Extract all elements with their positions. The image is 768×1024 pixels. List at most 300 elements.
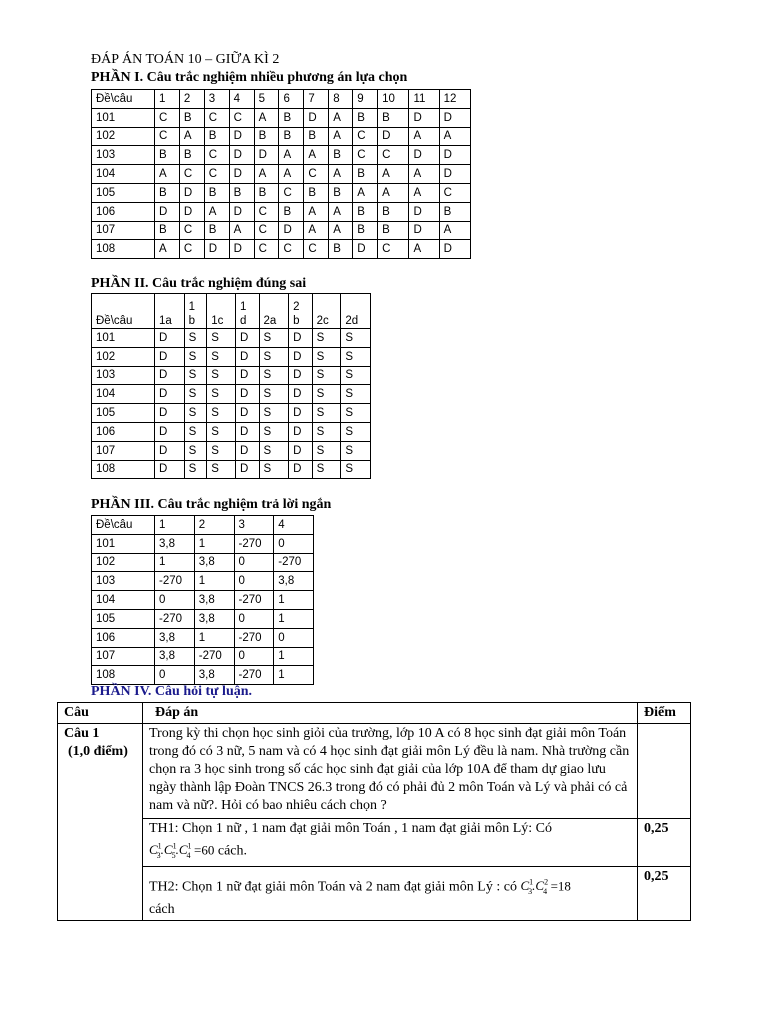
case1-text: TH1: Chọn 1 nữ , 1 nam đạt giải môn Toán , 1 nam đạt giải môn Lý: Có bbox=[149, 821, 552, 836]
answer-cell: S bbox=[207, 366, 236, 385]
table-row bbox=[92, 647, 314, 666]
answer-cell: D bbox=[229, 127, 254, 146]
part1-header-row bbox=[92, 90, 471, 109]
answer-cell: S bbox=[207, 460, 236, 479]
exam-code-cell: 101 bbox=[92, 108, 155, 127]
answer-cell: A bbox=[155, 165, 180, 184]
problem-row bbox=[58, 724, 691, 819]
answer-cell: D bbox=[229, 146, 254, 165]
answer-cell: S bbox=[312, 422, 341, 441]
answer-cell: C bbox=[204, 108, 229, 127]
answer-cell: D bbox=[155, 347, 185, 366]
answer-cell: B bbox=[204, 183, 229, 202]
question-cell bbox=[58, 724, 143, 921]
part1-header-cell: 2 bbox=[179, 90, 204, 109]
answer-cell: S bbox=[341, 404, 371, 423]
answer-cell: A bbox=[329, 202, 353, 221]
answer-cell: B bbox=[329, 240, 353, 259]
answer-cell: D bbox=[279, 221, 304, 240]
answer-cell: 0 bbox=[274, 628, 314, 647]
answer-cell: 3,8 bbox=[194, 666, 234, 685]
answer-cell: C bbox=[304, 165, 329, 184]
answer-cell: S bbox=[184, 441, 207, 460]
exam-code-cell: 106 bbox=[92, 202, 155, 221]
answer-cell: 0 bbox=[234, 609, 274, 628]
exam-code-cell: 107 bbox=[92, 221, 155, 240]
answer-cell: A bbox=[439, 127, 470, 146]
answer-cell: S bbox=[207, 347, 236, 366]
document-title: ĐÁP ÁN TOÁN 10 – GIỮA KÌ 2 bbox=[91, 52, 280, 67]
answer-cell: 1 bbox=[274, 666, 314, 685]
answer-cell: 1 bbox=[194, 534, 234, 553]
table-row bbox=[92, 422, 371, 441]
answer-cell: 1 bbox=[274, 591, 314, 610]
part4-header-row bbox=[58, 703, 691, 724]
answer-cell: D bbox=[235, 441, 259, 460]
answer-cell: A bbox=[279, 146, 304, 165]
answer-cell: S bbox=[207, 404, 236, 423]
answer-cell: C bbox=[155, 127, 180, 146]
answer-cell: 3,8 bbox=[194, 553, 234, 572]
answer-cell: 0 bbox=[155, 591, 195, 610]
answer-cell: D bbox=[235, 404, 259, 423]
problem-text: Trong kỳ thi chọn học sinh giỏi của trường, lớp 10 A có 8 học sinh đạt giải môn Toán trong đó có 3 nữ, 5 nam và có 4 học sinh đạt giải môn Lý đều là nam. Nhà trường cần chọn ra 3 học sinh trong số các học sinh đạt giải của lớp 10A để tham dự giao lưu ngày thành lập Đoàn TNCS 26.3 trong đó có phải đủ 2 môn Toán và Lý và phải có cả nam và nữ?. Hỏi có bao nhiêu cách chọn ? bbox=[143, 724, 638, 819]
table-row bbox=[92, 347, 371, 366]
answer-cell: A bbox=[204, 202, 229, 221]
answer-cell: A bbox=[329, 108, 353, 127]
answer-cell: D bbox=[235, 347, 259, 366]
answer-cell: C bbox=[254, 240, 279, 259]
answer-cell: D bbox=[289, 404, 313, 423]
part1-table bbox=[91, 89, 471, 259]
answer-cell: C bbox=[254, 221, 279, 240]
answer-cell: 0 bbox=[155, 666, 195, 685]
answer-cell: S bbox=[341, 347, 371, 366]
answer-cell: D bbox=[204, 240, 229, 259]
answer-cell: D bbox=[439, 146, 470, 165]
answer-cell: D bbox=[229, 165, 254, 184]
answer-cell: C bbox=[179, 165, 204, 184]
answer-cell: D bbox=[155, 385, 185, 404]
part2-header-line: 1a bbox=[159, 315, 172, 327]
answer-cell: D bbox=[155, 422, 185, 441]
exam-code-cell: 105 bbox=[92, 183, 155, 202]
case2-result: =18 bbox=[550, 878, 571, 894]
answer-cell: D bbox=[254, 146, 279, 165]
col-header-diem: Điểm bbox=[638, 703, 691, 724]
answer-cell: B bbox=[279, 202, 304, 221]
answer-cell: S bbox=[312, 329, 341, 348]
answer-cell: B bbox=[204, 127, 229, 146]
answer-cell: B bbox=[329, 183, 353, 202]
case2-cell bbox=[143, 866, 638, 920]
part2-header-line: 2a bbox=[263, 315, 277, 327]
answer-cell: D bbox=[409, 146, 439, 165]
table-row bbox=[92, 591, 314, 610]
combination-formula-2: $C^1_3.C^2_4$ bbox=[520, 877, 549, 896]
answer-cell: B bbox=[179, 108, 204, 127]
part2-header-line: 1 bbox=[188, 301, 196, 313]
part1-header-cell: 1 bbox=[155, 90, 180, 109]
answer-cell: S bbox=[341, 441, 371, 460]
answer-cell: B bbox=[229, 183, 254, 202]
answer-cell: B bbox=[179, 146, 204, 165]
exam-code-cell: 101 bbox=[92, 534, 155, 553]
case2-score: 0,25 bbox=[638, 866, 691, 920]
table-row bbox=[92, 666, 314, 685]
answer-cell: D bbox=[155, 366, 185, 385]
answer-cell: B bbox=[439, 202, 470, 221]
part1-header-cell: 8 bbox=[329, 90, 353, 109]
table-row bbox=[92, 221, 471, 240]
table-row bbox=[92, 127, 471, 146]
part1-header-cell: 9 bbox=[353, 90, 378, 109]
answer-cell: A bbox=[353, 183, 378, 202]
part2-header-cell bbox=[289, 294, 313, 329]
table-row bbox=[92, 366, 371, 385]
table-row bbox=[92, 404, 371, 423]
case2-text: TH2: Chọn 1 nữ đạt giải môn Toán và 2 nam đạt giải môn Lý : có bbox=[149, 879, 517, 895]
col-header-dapan: Đáp án bbox=[143, 703, 638, 724]
exam-code-cell: 106 bbox=[92, 422, 155, 441]
case2-tail: cách bbox=[149, 901, 175, 917]
answer-cell: S bbox=[259, 441, 289, 460]
answer-cell: 3,8 bbox=[274, 572, 314, 591]
part1-header-cell: 4 bbox=[229, 90, 254, 109]
part2-heading: PHẦN II. Câu trắc nghiệm đúng sai bbox=[91, 276, 307, 291]
part2-header-line: b bbox=[293, 315, 300, 327]
answer-cell: S bbox=[312, 366, 341, 385]
case1-formula bbox=[149, 838, 631, 865]
exam-code-cell: 104 bbox=[92, 385, 155, 404]
part3-header-cell: 4 bbox=[274, 516, 314, 535]
answer-cell: D bbox=[289, 347, 313, 366]
answer-cell: D bbox=[229, 202, 254, 221]
part2-header-line: 2d bbox=[345, 315, 359, 327]
answer-cell: A bbox=[439, 221, 470, 240]
exam-code-cell: 104 bbox=[92, 591, 155, 610]
answer-cell: C bbox=[254, 202, 279, 221]
answer-cell: 0 bbox=[234, 553, 274, 572]
part1-header-cell: 6 bbox=[279, 90, 304, 109]
part1-heading: PHẦN I. Câu trắc nghiệm nhiều phương án lựa chọn bbox=[91, 70, 408, 85]
exam-code-cell: 102 bbox=[92, 553, 155, 572]
answer-cell: D bbox=[155, 202, 180, 221]
part1-header-cell: 11 bbox=[409, 90, 439, 109]
part4-table bbox=[57, 702, 691, 921]
answer-cell: D bbox=[235, 385, 259, 404]
question-points: (1,0 điểm) bbox=[68, 744, 128, 759]
answer-cell: D bbox=[289, 460, 313, 479]
part2-header-row bbox=[92, 294, 371, 329]
answer-cell: B bbox=[353, 108, 378, 127]
answer-cell: 1 bbox=[155, 553, 195, 572]
table-row bbox=[92, 441, 371, 460]
part3-header-cell: 2 bbox=[194, 516, 234, 535]
answer-cell: -270 bbox=[234, 534, 274, 553]
answer-cell: D bbox=[235, 422, 259, 441]
part3-table bbox=[91, 515, 314, 685]
answer-cell: B bbox=[155, 183, 180, 202]
answer-cell: S bbox=[259, 404, 289, 423]
answer-cell: -270 bbox=[234, 628, 274, 647]
answer-cell: B bbox=[254, 183, 279, 202]
answer-cell: B bbox=[155, 146, 180, 165]
answer-cell: S bbox=[184, 329, 207, 348]
part1-header-cell: Đề\câu bbox=[92, 90, 155, 109]
part2-header-line: 1 bbox=[239, 301, 247, 313]
answer-cell: S bbox=[184, 366, 207, 385]
answer-cell: S bbox=[259, 460, 289, 479]
answer-cell: B bbox=[304, 127, 329, 146]
case1-score: 0,25 bbox=[638, 819, 691, 867]
answer-cell: D bbox=[229, 240, 254, 259]
answer-cell: D bbox=[155, 329, 185, 348]
answer-cell: A bbox=[155, 240, 180, 259]
answer-cell: A bbox=[229, 221, 254, 240]
answer-cell: C bbox=[279, 240, 304, 259]
part2-header-line: 2 bbox=[293, 301, 300, 313]
part2-header-cell bbox=[155, 294, 185, 329]
answer-cell: A bbox=[409, 183, 439, 202]
answer-cell: C bbox=[378, 146, 409, 165]
answer-cell: B bbox=[353, 202, 378, 221]
part3-header-cell: 3 bbox=[234, 516, 274, 535]
answer-cell: S bbox=[259, 422, 289, 441]
answer-cell: D bbox=[304, 108, 329, 127]
answer-cell: -270 bbox=[234, 666, 274, 685]
exam-code-cell: 105 bbox=[92, 404, 155, 423]
combination-formula-1: $C^1_3.C^1_5.C^1_4$ bbox=[149, 842, 192, 860]
part2-header-cell bbox=[207, 294, 236, 329]
part1-header-cell: 7 bbox=[304, 90, 329, 109]
exam-code-cell: 108 bbox=[92, 460, 155, 479]
answer-cell: S bbox=[207, 422, 236, 441]
answer-cell: C bbox=[155, 108, 180, 127]
part1-header-cell: 12 bbox=[439, 90, 470, 109]
answer-cell: 0 bbox=[274, 534, 314, 553]
answer-cell: D bbox=[409, 221, 439, 240]
answer-cell: A bbox=[179, 127, 204, 146]
answer-cell: -270 bbox=[194, 647, 234, 666]
answer-cell: B bbox=[254, 127, 279, 146]
part2-header-line: 2c bbox=[316, 315, 329, 327]
answer-cell: 3,8 bbox=[155, 647, 195, 666]
answer-cell: 0 bbox=[234, 572, 274, 591]
answer-cell: D bbox=[155, 404, 185, 423]
exam-code-cell: 105 bbox=[92, 609, 155, 628]
part2-table bbox=[91, 293, 371, 479]
table-row bbox=[92, 572, 314, 591]
answer-cell: D bbox=[378, 127, 409, 146]
answer-cell: B bbox=[378, 221, 409, 240]
answer-cell: A bbox=[409, 165, 439, 184]
part2-header-line: b bbox=[188, 315, 196, 327]
part1-header-cell: 3 bbox=[204, 90, 229, 109]
answer-cell: D bbox=[179, 202, 204, 221]
answer-cell: S bbox=[184, 422, 207, 441]
answer-cell: C bbox=[229, 108, 254, 127]
table-row bbox=[92, 534, 314, 553]
table-row bbox=[92, 108, 471, 127]
answer-cell: A bbox=[304, 202, 329, 221]
answer-cell: 1 bbox=[194, 572, 234, 591]
answer-cell: C bbox=[304, 240, 329, 259]
table-row bbox=[92, 240, 471, 259]
table-row bbox=[92, 628, 314, 647]
part2-header-cell bbox=[235, 294, 259, 329]
table-row bbox=[92, 609, 314, 628]
case1-result: =60 bbox=[194, 842, 215, 858]
answer-cell: D bbox=[235, 460, 259, 479]
exam-code-cell: 102 bbox=[92, 127, 155, 146]
part4-heading: PHẦN IV. Câu hỏi tự luận. bbox=[91, 684, 253, 699]
question-label: Câu 1 bbox=[64, 726, 100, 741]
answer-cell: S bbox=[184, 460, 207, 479]
table-row bbox=[92, 385, 371, 404]
table-row bbox=[92, 460, 371, 479]
answer-cell: S bbox=[341, 422, 371, 441]
answer-cell: S bbox=[207, 441, 236, 460]
part2-header-line: 1c bbox=[211, 315, 224, 327]
answer-cell: S bbox=[312, 441, 341, 460]
answer-cell: 1 bbox=[274, 647, 314, 666]
part1-header-cell: 10 bbox=[378, 90, 409, 109]
answer-cell: 0 bbox=[234, 647, 274, 666]
answer-cell: D bbox=[439, 165, 470, 184]
answer-cell: C bbox=[378, 240, 409, 259]
answer-cell: S bbox=[341, 385, 371, 404]
answer-cell: C bbox=[204, 146, 229, 165]
answer-cell: -270 bbox=[274, 553, 314, 572]
part2-header-line: d bbox=[239, 315, 247, 327]
answer-cell: B bbox=[279, 108, 304, 127]
part2-header-cell bbox=[259, 294, 289, 329]
answer-cell: A bbox=[254, 108, 279, 127]
answer-cell: S bbox=[259, 366, 289, 385]
answer-cell: B bbox=[304, 183, 329, 202]
answer-cell: A bbox=[329, 221, 353, 240]
part2-header-cell bbox=[184, 294, 207, 329]
answer-cell: -270 bbox=[234, 591, 274, 610]
answer-cell: B bbox=[378, 108, 409, 127]
answer-cell: 3,8 bbox=[155, 534, 195, 553]
answer-cell: C bbox=[179, 240, 204, 259]
case2-row bbox=[58, 866, 691, 920]
answer-cell: S bbox=[259, 385, 289, 404]
table-row bbox=[92, 146, 471, 165]
answer-cell: D bbox=[155, 441, 185, 460]
answer-cell: D bbox=[289, 441, 313, 460]
answer-cell: C bbox=[179, 221, 204, 240]
exam-code-cell: 107 bbox=[92, 441, 155, 460]
answer-cell: D bbox=[353, 240, 378, 259]
answer-cell: S bbox=[259, 329, 289, 348]
part3-header-cell: 1 bbox=[155, 516, 195, 535]
answer-cell: D bbox=[179, 183, 204, 202]
answer-cell: D bbox=[289, 329, 313, 348]
exam-code-cell: 106 bbox=[92, 628, 155, 647]
answer-cell: -270 bbox=[155, 609, 195, 628]
answer-cell: D bbox=[155, 460, 185, 479]
answer-cell: A bbox=[329, 165, 353, 184]
answer-cell: S bbox=[184, 404, 207, 423]
exam-code-cell: 108 bbox=[92, 240, 155, 259]
part2-header-cell bbox=[92, 294, 155, 329]
answer-cell: B bbox=[329, 146, 353, 165]
answer-cell: A bbox=[304, 221, 329, 240]
answer-cell: 3,8 bbox=[194, 609, 234, 628]
answer-cell: D bbox=[235, 329, 259, 348]
answer-cell: -270 bbox=[155, 572, 195, 591]
part2-header-cell bbox=[312, 294, 341, 329]
case1-cell bbox=[143, 819, 638, 867]
exam-code-cell: 104 bbox=[92, 165, 155, 184]
answer-cell: 3,8 bbox=[194, 591, 234, 610]
answer-cell: S bbox=[341, 460, 371, 479]
answer-cell: A bbox=[254, 165, 279, 184]
answer-cell: S bbox=[207, 329, 236, 348]
answer-cell: D bbox=[289, 385, 313, 404]
answer-cell: B bbox=[353, 221, 378, 240]
table-row bbox=[92, 183, 471, 202]
answer-cell: D bbox=[235, 366, 259, 385]
answer-cell: B bbox=[155, 221, 180, 240]
answer-cell: B bbox=[353, 165, 378, 184]
answer-cell: S bbox=[184, 347, 207, 366]
exam-code-cell: 103 bbox=[92, 572, 155, 591]
answer-cell: D bbox=[409, 202, 439, 221]
part1-header-cell: 5 bbox=[254, 90, 279, 109]
answer-cell: C bbox=[279, 183, 304, 202]
answer-cell: B bbox=[378, 202, 409, 221]
answer-cell: S bbox=[184, 385, 207, 404]
answer-cell: B bbox=[279, 127, 304, 146]
exam-code-cell: 103 bbox=[92, 366, 155, 385]
answer-cell: A bbox=[378, 183, 409, 202]
col-header-cau: Câu bbox=[58, 703, 143, 724]
answer-cell: 3,8 bbox=[155, 628, 195, 647]
case1-row bbox=[58, 819, 691, 867]
table-row bbox=[92, 553, 314, 572]
answer-cell: A bbox=[409, 240, 439, 259]
answer-cell: B bbox=[204, 221, 229, 240]
exam-code-cell: 107 bbox=[92, 647, 155, 666]
part2-header-line: Đề\câu bbox=[96, 315, 133, 327]
answer-cell: S bbox=[341, 366, 371, 385]
answer-cell: S bbox=[207, 385, 236, 404]
answer-cell: A bbox=[329, 127, 353, 146]
answer-cell: S bbox=[312, 347, 341, 366]
answer-cell: S bbox=[312, 404, 341, 423]
exam-code-cell: 108 bbox=[92, 666, 155, 685]
part2-header-cell bbox=[341, 294, 371, 329]
exam-code-cell: 103 bbox=[92, 146, 155, 165]
answer-cell: C bbox=[353, 146, 378, 165]
answer-cell: D bbox=[439, 108, 470, 127]
answer-cell: C bbox=[353, 127, 378, 146]
answer-cell: A bbox=[409, 127, 439, 146]
answer-cell: S bbox=[312, 385, 341, 404]
answer-cell: S bbox=[259, 347, 289, 366]
table-row bbox=[92, 165, 471, 184]
problem-score-empty bbox=[638, 724, 691, 819]
answer-cell: S bbox=[341, 329, 371, 348]
answer-cell: 1 bbox=[274, 609, 314, 628]
case1-tail: cách. bbox=[217, 843, 248, 859]
answer-cell: D bbox=[289, 422, 313, 441]
part3-header-row bbox=[92, 516, 314, 535]
